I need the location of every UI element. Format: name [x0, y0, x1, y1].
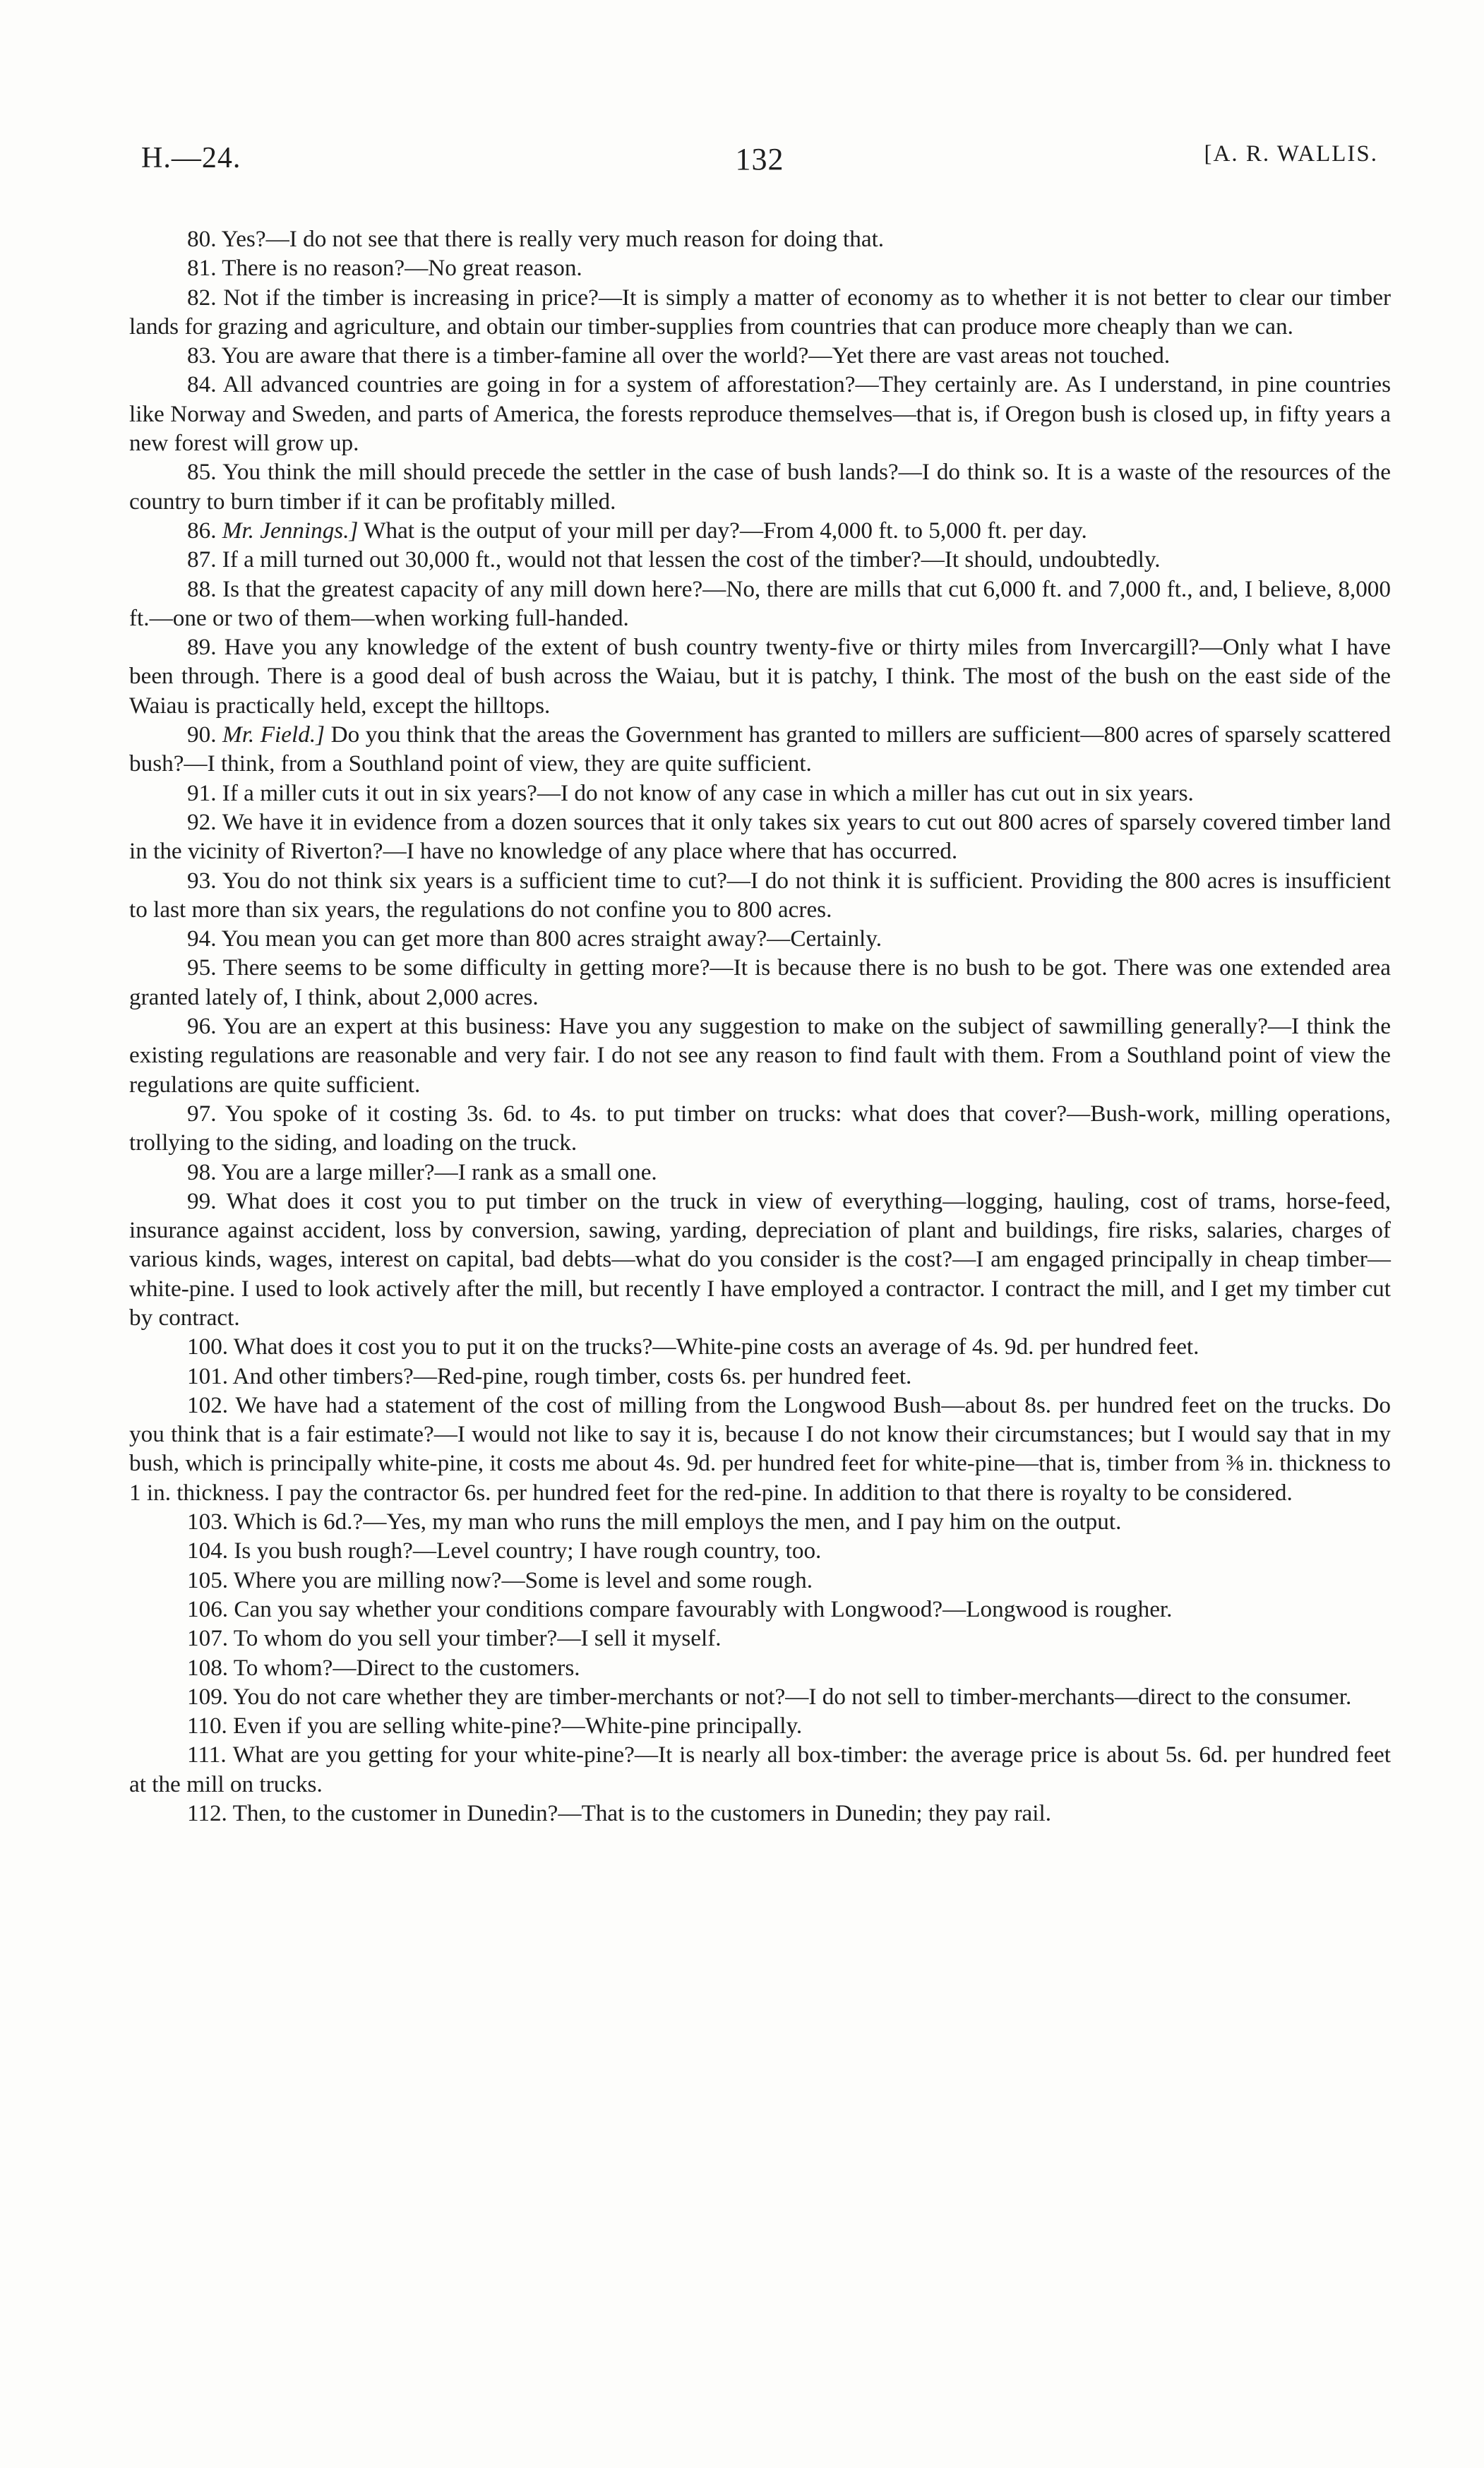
question-answer-text: To whom do you sell your timber?—I sell it myself.: [233, 1625, 722, 1652]
question-entry: [129, 224, 1391, 253]
question-entry: [129, 1711, 1391, 1740]
question-answer-text: Where you are milling now?—Some is level and some rough.: [233, 1567, 813, 1593]
question-number: 86.: [187, 517, 217, 544]
question-answer-text: You mean you can get more than 800 acres straight away?—Certainly.: [221, 926, 882, 952]
question-entry: [129, 1158, 1391, 1187]
document-reference: H.—24.: [141, 142, 241, 174]
question-entry: [129, 808, 1391, 866]
question-answer-text: Even if you are selling white-pine?—White-pine principally.: [233, 1713, 803, 1739]
question-answer-text: What does it cost you to put it on the trucks?—White-pine costs an average of 4s. 9d. per hundred feet.: [233, 1334, 1199, 1360]
question-number: 84.: [187, 371, 217, 398]
question-entry: [129, 253, 1391, 282]
question-entry: [129, 1099, 1391, 1158]
question-answer-text: Is you bush rough?—Level country; I have rough country, too.: [234, 1538, 822, 1564]
question-number: 87.: [187, 546, 217, 573]
question-entry: [129, 575, 1391, 633]
question-entry: [129, 457, 1391, 516]
question-entry: [129, 1682, 1391, 1711]
question-answer-text: You do not think six years is a sufficient time to cut?—I do not think it is sufficient. Providing the 800 acres is insufficient to last more than six years, the regulations do not confine you to 800 acres.: [129, 867, 1391, 923]
question-entry: [129, 1595, 1391, 1624]
question-answer-text: You do not care whether they are timber-merchants or not?—I do not sell to timber-merchants—direct to the consumer.: [233, 1683, 1352, 1710]
speaker-name: Mr. Jennings.]: [222, 517, 359, 544]
question-number: 108.: [187, 1654, 229, 1681]
question-answer-text: Can you say whether your conditions compare favourably with Longwood?—Longwood is rougher.: [234, 1595, 1173, 1622]
question-entry: [129, 1740, 1391, 1799]
question-answer-text: And other timbers?—Red-pine, rough timber, costs 6s. per hundred feet.: [232, 1362, 912, 1389]
question-entry: [129, 633, 1391, 720]
question-number: 94.: [187, 926, 217, 952]
question-entry: [129, 1332, 1391, 1361]
question-answer-text: We have had a statement of the cost of milling from the Longwood Bush—about 8s. per hundred feet on the trucks. Do you think that is a fair estimate?—I would not like to say it is, because I do not know their circumstances; but I would say that in my bush, which is principally white-pine, it costs me about 4s. 9d. per hundred feet for white-pine—that is, timber from ⅜ in. thickness to 1 in. thickness. I pay the contractor 6s. per hundred feet for the red-pine. In addition to that there is royalty to be considered.: [129, 1391, 1392, 1506]
page-number: 132: [735, 142, 784, 176]
question-answer-text: What is the output of your mill per day?—From 4,000 ft. to 5,000 ft. per day.: [364, 517, 1087, 544]
question-entry: [129, 1799, 1391, 1828]
question-answer-text: Do you think that the areas the Government has granted to millers are sufficient—800 acres of sparsely scattered bush?—I think, from a Southland point of view, they are quite sufficient.: [129, 721, 1392, 777]
question-answer-text: You are an expert at this business: Have you any suggestion to make on the subject of sawmilling generally?—I think the existing regulations are reasonable and very fair. I do not see any reason to find fault with them. From a Southland point of view the regulations are quite sufficient.: [129, 1013, 1391, 1098]
question-number: 107.: [187, 1625, 229, 1652]
question-entry: [129, 953, 1391, 1012]
question-number: 101.: [187, 1362, 229, 1389]
question-answer-text: Not if the timber is increasing in price?—It is simply a matter of economy as to whether it is not better to clear our timber lands for grazing and agriculture, and obtain our timber-supplies from countries that can produce more cheaply than we can.: [129, 284, 1392, 340]
question-answer-text: Then, to the customer in Dunedin?—That is to the customers in Dunedin; they pay rail.: [232, 1800, 1052, 1827]
question-number: 91.: [187, 779, 217, 806]
question-answer-text: What does it cost you to put timber on the truck in view of everything—logging, hauling, cost of trams, horse-feed, insurance against accident, loss by conversion, sawing, yarding, depreciation of plant and buildings, fire risks, salaries, charges of various kinds, wages, interest on capital, bad debts—what do you consider is the cost?—I am engaged principally in cheap timber—white-pine. I used to look actively after the mill, but recently I have employed a contractor. I contract the mill, and I get my timber cut by contract.: [129, 1187, 1392, 1331]
question-number: 93.: [187, 867, 217, 894]
question-answer-text: All advanced countries are going in for a system of afforestation?—They certainly are. As I understand, in pine countries like Norway and Sweden, and parts of America, the forests reproduce themselves—that is, if Oregon bush is closed up, in fifty years a new forest will grow up.: [129, 371, 1391, 457]
question-number: 98.: [187, 1158, 217, 1185]
witness-name: [A. R. WALLIS.: [1204, 141, 1378, 167]
question-entry: [129, 516, 1391, 545]
question-answer-text: You spoke of it costing 3s. 6d. to 4s. to put timber on trucks: what does that cover?—Bush-work, milling operations, trollying to the siding, and loading on the truck.: [129, 1100, 1391, 1156]
question-number: 81.: [187, 255, 217, 282]
question-entry: [129, 341, 1391, 370]
question-number: 96.: [187, 1013, 217, 1040]
question-answer-text: You are a large miller?—I rank as a small one.: [221, 1158, 657, 1185]
question-number: 103.: [187, 1509, 229, 1535]
question-entry: [129, 779, 1391, 808]
question-number: 112.: [187, 1800, 227, 1827]
question-number: 104.: [187, 1538, 229, 1564]
question-number: 100.: [187, 1334, 229, 1360]
question-answer-text: You are aware that there is a timber-famine all over the world?—Yet there are vast areas not touched.: [221, 342, 1171, 369]
question-answer-text: Have you any knowledge of the extent of bush country twenty-five or thirty miles from Invercargill?—Only what I have been through. There is a good deal of bush across the Waiau, but it is patchy, I think. The most of the bush on the east side of the Waiau is practically held, except the hilltops.: [129, 634, 1392, 719]
question-answer-text: If a mill turned out 30,000 ft., would not that lessen the cost of the timber?—It should, undoubtedly.: [222, 546, 1161, 573]
question-number: 95.: [187, 954, 217, 981]
question-answer-text: Is that the greatest capacity of any mill down here?—No, there are mills that cut 6,000 ft. and 7,000 ft., and, I believe, 8,000 ft.—one or two of them—when working full-handed.: [129, 575, 1391, 631]
question-entry: [129, 1507, 1391, 1536]
question-entry: [129, 283, 1391, 342]
question-entry: [129, 1362, 1391, 1391]
question-answer-text: If a miller cuts it out in six years?—I do not know of any case in which a miller has cut out in six years.: [222, 779, 1194, 806]
question-number: 109.: [187, 1683, 229, 1710]
question-entry: [129, 1391, 1391, 1507]
question-entry: [129, 1653, 1391, 1682]
question-number: 82.: [187, 284, 217, 311]
question-number: 92.: [187, 808, 217, 835]
page-header: [141, 141, 1378, 191]
speaker-name: Mr. Field.]: [222, 721, 325, 748]
question-number: 80.: [187, 226, 217, 252]
question-entry: [129, 1012, 1391, 1099]
question-number: 105.: [187, 1567, 229, 1593]
question-entry: [129, 1566, 1391, 1595]
question-answer-text: You think the mill should precede the settler in the case of bush lands?—I do think so. It is a waste of the resources of the country to burn timber if it can be profitably milled.: [129, 459, 1391, 515]
question-number: 111.: [187, 1742, 227, 1768]
evidence-body: [129, 224, 1391, 1828]
question-entry: [129, 720, 1391, 779]
question-entry: [129, 1536, 1391, 1565]
question-number: 85.: [187, 459, 217, 486]
question-answer-text: To whom?—Direct to the customers.: [233, 1654, 580, 1681]
question-answer-text: Which is 6d.?—Yes, my man who runs the mill employs the men, and I pay him on the output.: [233, 1509, 1122, 1535]
question-number: 106.: [187, 1595, 229, 1622]
question-entry: [129, 370, 1391, 457]
question-entry: [129, 545, 1391, 574]
question-entry: [129, 924, 1391, 953]
question-number: 90.: [187, 721, 217, 748]
question-number: 88.: [187, 575, 217, 602]
question-answer-text: Yes?—I do not see that there is really very much reason for doing that.: [221, 226, 885, 252]
question-number: 89.: [187, 634, 217, 661]
question-number: 83.: [187, 342, 217, 369]
question-number: 99.: [187, 1187, 217, 1214]
question-number: 102.: [187, 1391, 229, 1418]
question-entry: [129, 1187, 1391, 1332]
question-entry: [129, 866, 1391, 925]
question-answer-text: There seems to be some difficulty in getting more?—It is because there is no bush to be got. There was one extended area granted lately of, I think, about 2,000 acres.: [129, 954, 1391, 1010]
question-number: 110.: [187, 1713, 227, 1739]
question-number: 97.: [187, 1100, 217, 1127]
question-entry: [129, 1624, 1391, 1653]
question-answer-text: There is no reason?—No great reason.: [222, 255, 582, 282]
question-answer-text: What are you getting for your white-pine?—It is nearly all box-timber: the average price is about 5s. 6d. per hundred feet at the mill on trucks.: [129, 1742, 1392, 1797]
question-answer-text: We have it in evidence from a dozen sources that it only takes six years to cut out 800 acres of sparsely covered timber land in the vicinity of Riverton?—I have no knowledge of any place where that has occurred.: [129, 808, 1391, 865]
